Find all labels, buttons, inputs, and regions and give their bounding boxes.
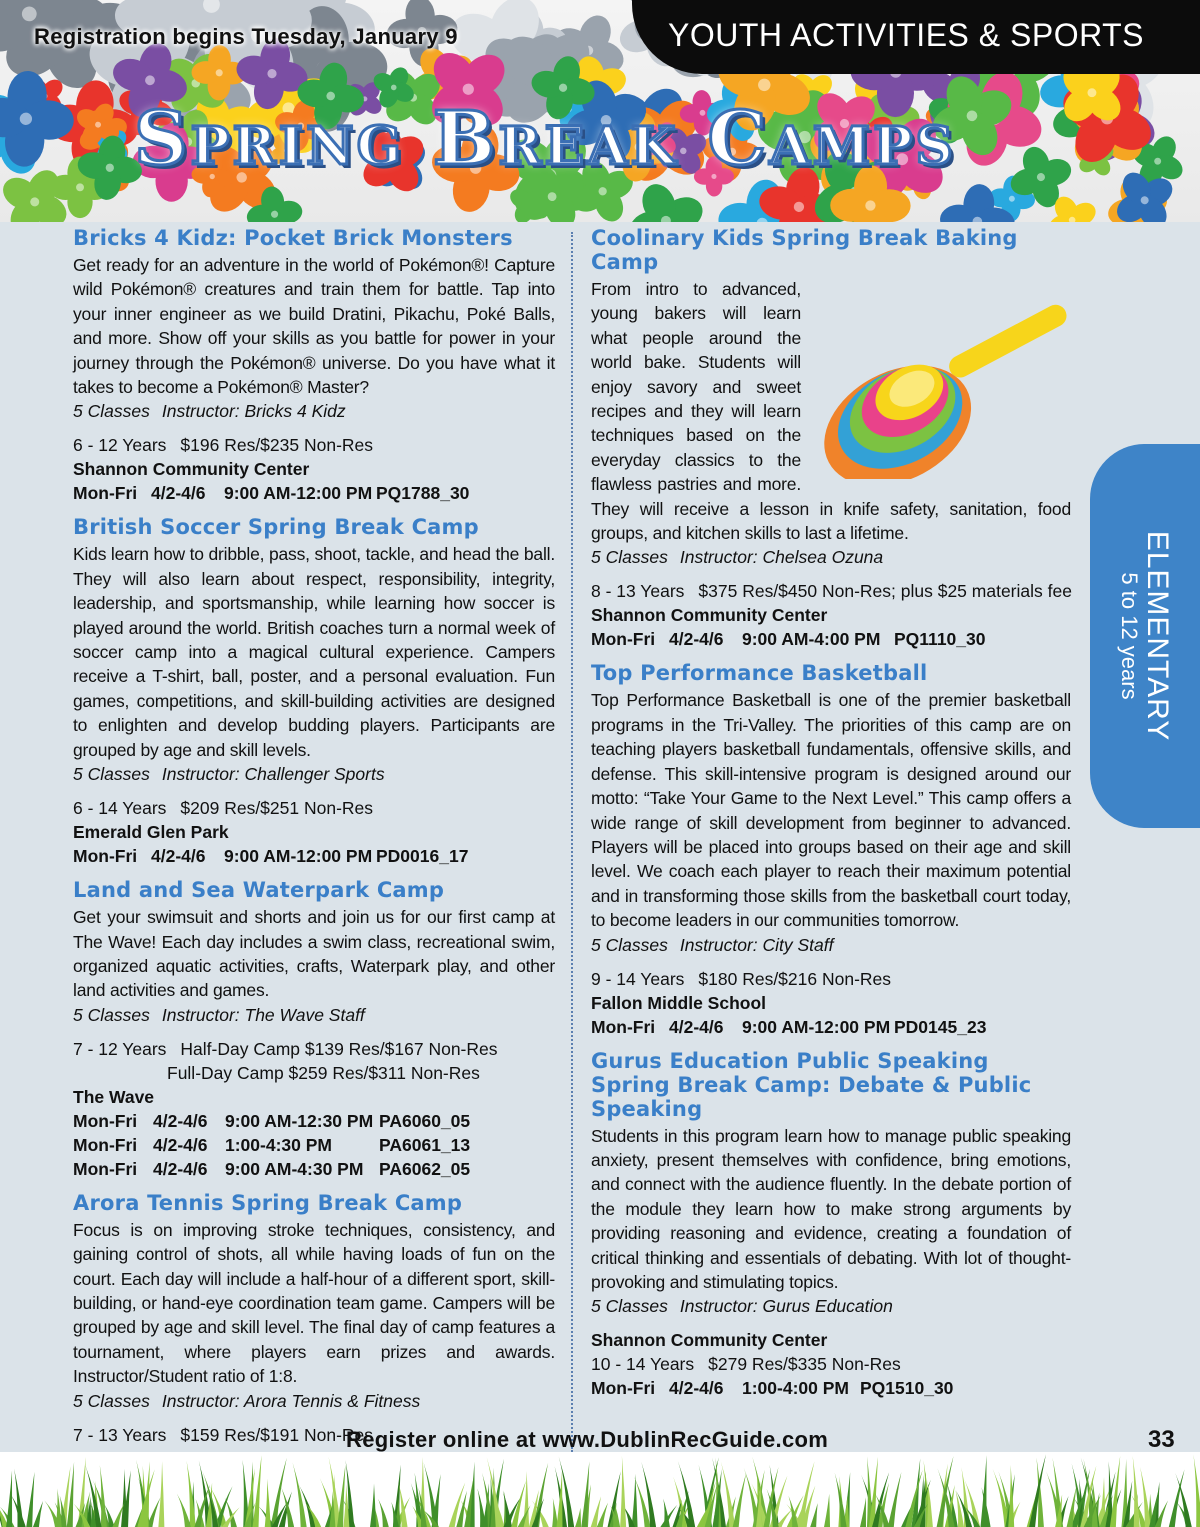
age-range: 7 - 12 Years [73,1038,167,1059]
age-fee [73,433,555,457]
activity-meta [73,1389,555,1413]
schedule-row [73,1109,555,1133]
dates: 4/2-4/6 [669,1378,724,1399]
dates: 4/2-4/6 [153,1158,208,1179]
fee: $159 Res/$191 Non-Res [180,1424,374,1445]
dates: 4/2-4/6 [151,846,206,867]
grass-footer [0,1452,1200,1527]
activity-description: Get ready for an adventure in the world of Pokémon®! Capture wild Pokémon® creatures and train them for battle. Tap into your inner engineer as we build Dratini, Pikachu, Poké Balls, and more. Show off your skills as you battle for power in your journey through the Pokémon® universe. Do you have what it takes to become a Pokémon® Master? [73,255,555,398]
age-group-tab [1090,444,1200,828]
activity-title: Arora Tennis Spring Break Camp [73,1190,463,1215]
activity-baking [591,226,1071,651]
right-column [591,226,1071,1410]
course-code: PD0145_23 [894,1016,987,1037]
register-online-link[interactable]: Register online at www.DublinRecGuide.com [346,1427,829,1452]
schedule-row [73,481,555,505]
age-range: 6 - 14 Years [73,798,167,819]
time: 9:00 AM-12:00 PM [742,1016,891,1037]
activity-meta [591,1294,1071,1318]
activity-title: Land and Sea Waterpark Camp [73,878,445,903]
days: Mon-Fri [73,1134,138,1155]
fee: $209 Res/$251 Non-Res [180,798,374,819]
activity-meta [73,762,555,786]
days: Mon-Fri [73,1158,138,1179]
column-divider [571,232,573,1452]
fee-full-day: Full-Day Camp $259 Res/$311 Non-Res [167,1062,480,1083]
instructor: Instructor: The Wave Staff [161,1004,365,1025]
instructor: Instructor: Bricks 4 Kidz [161,401,346,422]
dates: 4/2-4/6 [153,1134,208,1155]
location: Shannon Community Center [591,1330,828,1351]
course-code: PD0016_17 [376,846,469,867]
section-title: YOUTH ACTIVITIES & SPORTS [668,17,1144,53]
activity-speaking [591,1049,1071,1401]
location: The Wave [73,1086,155,1107]
activity-description: From intro to advanced, young bakers will learn what people around the world bake. Students will enjoy savory and sweet recipes and they will learn techniques based on the everyday classics to the flawless pastries and more. They will receive a lesson in knife safety, sanitation, food groups, and kitchen skills to last a lifetime. [591,279,1071,544]
schedule-row [591,1376,1071,1400]
activity-meta [591,933,1071,957]
course-code: PA6062_05 [379,1158,471,1179]
dates: 4/2-4/6 [151,483,206,504]
age-group-text [1117,531,1173,742]
fee: $279 Res/$335 Non-Res [708,1354,901,1375]
schedule-row [73,1157,555,1181]
activity-title: Gurus Education Public Speaking Spring Break Camp: Debate & Public Speaking [591,1048,1032,1121]
class-count: 5 Classes [73,1004,150,1025]
activity-basketball [591,661,1071,1038]
time: 9:00 AM-12:00 PM [224,846,373,867]
fee: $180 Res/$216 Non-Res [698,968,892,989]
activity-description: Kids learn how to dribble, pass, shoot, tackle, and head the ball. They will also learn about respect, responsibility, integrity, leadership, and sportsmanship, while learning how soccer is played around the world. British coaches turn a normal week of soccer camp into a magical cultural experience. Campers receive a T-shirt, ball, poster, and a personal evaluation. Fun games, competitions, and skill-building activities are designed to enlighten and develop budding players. Participants are grouped by age and skill levels. [73,544,555,760]
age-range: 10 - 14 Years [591,1354,695,1375]
age-fee [591,1352,1071,1376]
location: Shannon Community Center [591,605,828,626]
instructor: Instructor: Chelsea Ozuna [679,547,884,568]
activity-description: Students in this program learn how to manage public speaking anxiety, present themselves with confidence, bring emotions, and connect with the audience fluently. In the debate portion of the module they learn how to make strong arguments by providing reasoning and evidence, creating a foundation of critical thinking and essentials of debating. With lot of thought-provoking and stimulating topics. [591,1125,1071,1292]
class-count: 5 Classes [591,934,668,955]
class-count: 5 Classes [73,1390,150,1411]
age-group-range: 5 to 12 years [1117,572,1142,700]
schedule-row [73,844,555,868]
days: Mon-Fri [73,1110,138,1131]
instructor: Instructor: Gurus Education [679,1296,893,1317]
age-group-label: ELEMENTARY [1141,530,1174,742]
page-title: Spring Break Camps [134,96,956,182]
grass-decoration [0,1452,1200,1527]
course-code: PQ1110_30 [894,629,986,650]
days: Mon-Fri [591,1016,656,1037]
instructor: Instructor: City Staff [679,934,834,955]
activity-bricks [73,226,555,505]
time: 9:00 AM-4:30 PM [225,1158,364,1179]
activity-meta [591,545,1071,569]
location: Fallon Middle School [591,992,766,1013]
page-number: 33 [1148,1426,1175,1453]
dates: 4/2-4/6 [669,1016,724,1037]
course-code: PA6060_05 [379,1110,471,1131]
time: 9:00 AM-12:00 PM [224,483,373,504]
days: Mon-Fri [591,629,656,650]
instructor: Instructor: Arora Tennis & Fitness [161,1390,421,1411]
days: Mon-Fri [73,846,138,867]
location: Shannon Community Center [73,459,310,480]
days: Mon-Fri [591,1378,656,1399]
fee: $375 Res/$450 Non-Res; plus $25 materials fee [698,581,1072,602]
page-header [0,0,1200,222]
time: 1:00-4:00 PM [742,1378,849,1399]
left-column [73,226,555,1505]
location: Emerald Glen Park [73,822,229,843]
activity-meta [73,1003,555,1027]
activity-title: Coolinary Kids Spring Break Baking Camp [591,226,1018,274]
activity-description: Top Performance Basketball is one of the premier basketball programs in the Tri-Valley. The priorities of this camp are on teaching players basketball fundamentals, offensive skills, and defense. This skill-intensive program is designed around our motto: “Take Your Game to the Next Level.” This camp offers a wide range of skill development from beginner to advanced. Players will be placed into groups based on their age and skill level. We coach each player to reach their maximum potential and in transforming those skills from the basketball court today, to become leaders in our communities tomorrow. [591,690,1071,931]
course-code: PQ1788_30 [376,483,470,504]
fee: $196 Res/$235 Non-Res [180,435,374,456]
course-code: PA6061_13 [379,1134,471,1155]
activity-description: Focus is on improving stroke techniques, consistency, and gaining control of shots, all while having loads of fun on the court. Each day will include a half-hour of a different sport, skill-building, or hand-eye coordination team game. Campers will be grouped by age and skill level. The final day of camp features a tournament, where players earn prizes and awards. Instructor/Student ratio of 1:8. [73,1219,555,1387]
activity-waterpark [73,878,555,1181]
activity-meta [73,399,555,423]
days: Mon-Fri [73,483,138,504]
activity-description: Get your swimsuit and shorts and join us for our first camp at The Wave! Each day includes a swim class, recreational swim, organized aquatic activities, crafts, Waterpark play, and other land activities and games. [73,907,555,1001]
time: 9:00 AM-12:30 PM [225,1110,374,1131]
activity-title: British Soccer Spring Break Camp [73,515,479,540]
class-count: 5 Classes [591,547,668,568]
schedule-row [591,1015,1071,1039]
schedule-row [73,1133,555,1157]
activity-title: Bricks 4 Kidz: Pocket Brick Monsters [73,226,513,250]
fee-half-day: Half-Day Camp $139 Res/$167 Non-Res [180,1038,498,1059]
activity-title: Top Performance Basketball [591,661,928,686]
age-fee [591,967,1071,991]
age-range: 9 - 14 Years [591,968,685,989]
age-fee [591,579,1071,603]
course-code: PQ1510_30 [860,1378,954,1399]
class-count: 5 Classes [591,1296,668,1317]
dates: 4/2-4/6 [669,629,724,650]
age-range: 6 - 12 Years [73,435,167,456]
measuring-spoons-image [807,279,1079,479]
time: 9:00 AM-4:00 PM [742,629,881,650]
instructor: Instructor: Challenger Sports [161,764,385,785]
section-tab [632,0,1200,74]
age-fee [73,796,555,820]
age-fee [73,1037,555,1061]
schedule-row [591,627,1071,651]
class-count: 5 Classes [73,401,150,422]
age-range: 7 - 13 Years [73,1424,167,1445]
time: 1:00-4:30 PM [225,1134,332,1155]
class-count: 5 Classes [73,764,150,785]
activity-soccer [73,515,555,868]
registration-date: Registration begins Tuesday, January 9 [34,24,458,49]
dates: 4/2-4/6 [153,1110,208,1131]
age-range: 8 - 13 Years [591,581,685,602]
